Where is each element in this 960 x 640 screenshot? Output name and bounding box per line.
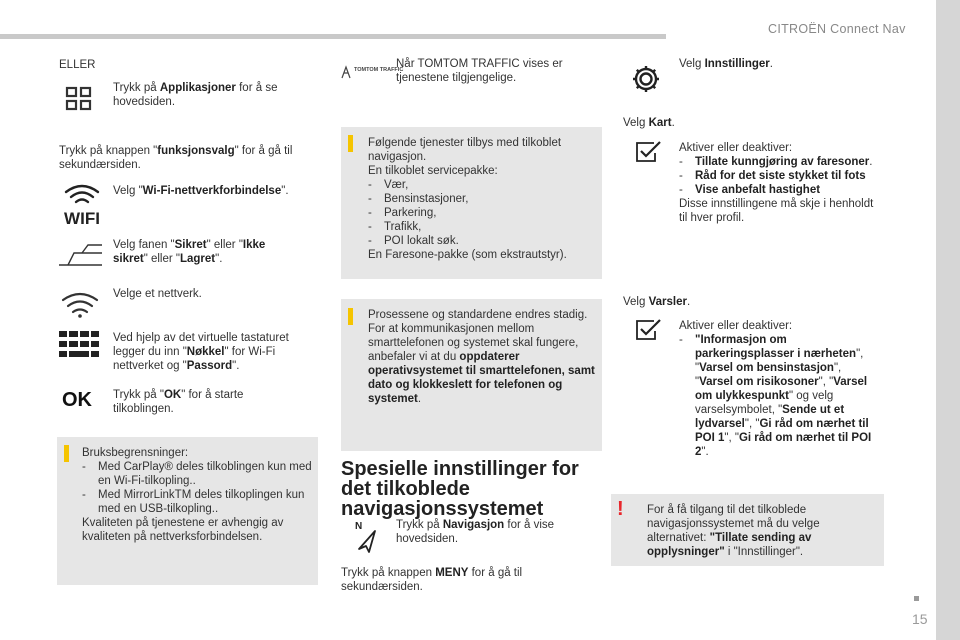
info-icon [348,135,353,152]
warning-note [611,494,884,566]
menu-instruction: Trykk på knappen MENY for å gå til sekundærsiden. [341,567,523,593]
services-pack: En tilkoblet servicepakke: [368,165,498,177]
tab-instruction: Velg fanen "Sikret" eller "Ikke sikret" eller "Lagret". [113,239,266,265]
note-item-carplay: - Med CarPlay® deles tilkoblingen kun med en Wi-Fi-tilkopling.. [82,460,314,488]
usage-limits-note [57,437,318,585]
svg-text:N: N [355,521,363,532]
services-intro: Følgende tjenester tilbys med tilkoblet navigasjon. [368,137,562,163]
wifi-icon [60,182,104,226]
note-item-mirrorlink: - Med MirrorLinkTM deles tilkoplingen kun med en USB-tilkopling.. [82,488,314,516]
service-item: - Bensinstasjoner, [368,192,598,206]
keyboard-instruction: Ved hjelp av det virtuelle tastaturet legger du inn "Nøkkel" for Wi-Fi nettverket og "Passord". [113,332,289,372]
connected-services-note [341,127,602,279]
info-icon [64,445,69,462]
header-bar [0,34,666,39]
checkbox-icon [636,141,662,163]
update-note [341,299,602,451]
wifi-icon-label: WIFI [64,209,100,228]
nav-instruction: Trykk på Navigasjon for å vise hovedsiden. [396,519,555,545]
right-margin-bar [936,0,960,640]
map-option-item: - Tillate kunngjøring av faresoner. [679,155,879,169]
function-button-instruction: Trykk på knappen "funksjonsvalg" for å gå til sekundærsiden. [59,145,293,171]
service-item: - Parkering, [368,206,598,220]
update-note-text: Prosessene og standardene endres stadig. For at kommunikasjonen mellom smarttelefonen og systemet skal fungere, anbefaler vi at du oppdaterer operativsystemet til smarttelefonen, samt dato og klokkeslett for telefonen og systemet. [368,309,595,405]
service-item: - Vær, [368,178,598,192]
tomtom-text: Når TOMTOM TRAFFIC vises er tjenestene tilgjengelige. [396,58,563,84]
header-title: CITROËN Connect Nav [768,22,906,36]
wifi-instruction: Velg "Wi-Fi-nettverkforbindelse". [113,185,289,197]
service-item: - Trafikk, [368,220,598,234]
settings-instruction: Velg Innstillinger. [679,58,773,70]
network-instruction: Velge et nettverk. [113,288,202,300]
map-options-outro: Disse innstillingene må skje i henholdt til hver profil. [679,198,874,224]
tabs-icon [58,244,104,266]
service-item: - POI lokalt søk. [368,234,598,248]
network-wifi-icon [60,292,100,318]
map-options-intro: Aktiver eller deaktiver: [679,142,793,154]
varsler-instruction: Velg Varsler. [623,296,691,308]
map-options [679,141,879,225]
warning-icon: ! [617,498,624,520]
tomtom-icon-label: TOMTOM TRAFFIC [354,67,404,73]
map-option-item: - Råd for det siste stykket til fots [679,169,879,183]
apps-instruction: Trykk på Applikasjoner for å se hovedsiden. [113,82,278,108]
applications-icon [66,87,92,111]
eller-label: ELLER [59,59,96,71]
note-intro: Bruksbegrensninger: [82,447,189,459]
section-heading: Spesielle innstillinger for det tilkoblede navigasjonssystemet [341,458,579,520]
settings-gear-icon [631,64,661,94]
alert-options-list: - "Informasjon om parkeringsplasser i nærheten", "Varsel om bensinstasjon", "Varsel om risikosoner", "Varsel om ulykkespunkt" og velg varselsymbolet, "Sende ut et lydvarsel", "Gi råd om nærhet til POI 1", "Gi råd om nærhet til POI 2". [679,333,879,459]
ok-icon: OK [62,389,92,411]
services-outro: En Faresone-pakke (som ekstrautstyr). [368,249,567,261]
alert-options-intro: Aktiver eller deaktiver: [679,320,793,332]
ok-instruction: Trykk på "OK" for å starte tilkoblingen. [113,389,244,415]
navigation-icon [353,519,379,553]
checkbox-icon [636,319,662,341]
page-marker [914,596,919,601]
alert-options [679,319,879,459]
note-outro: Kvaliteten på tjenestene er avhengig av kvaliteten på nettverksforbindelsen. [82,517,284,543]
map-option-item: - Vise anbefalt hastighet [679,183,879,197]
keyboard-icon [59,331,99,357]
tomtom-traffic-icon [340,64,404,80]
info-icon [348,308,353,325]
warning-text: For å få tilgang til det tilkoblede navigasjonssystemet må du velge alternativet: "Tillate sending av opplysninger" i "Innstillinger". [647,504,820,558]
page-number: 15 [912,611,928,627]
kart-instruction: Velg Kart. [623,117,675,129]
